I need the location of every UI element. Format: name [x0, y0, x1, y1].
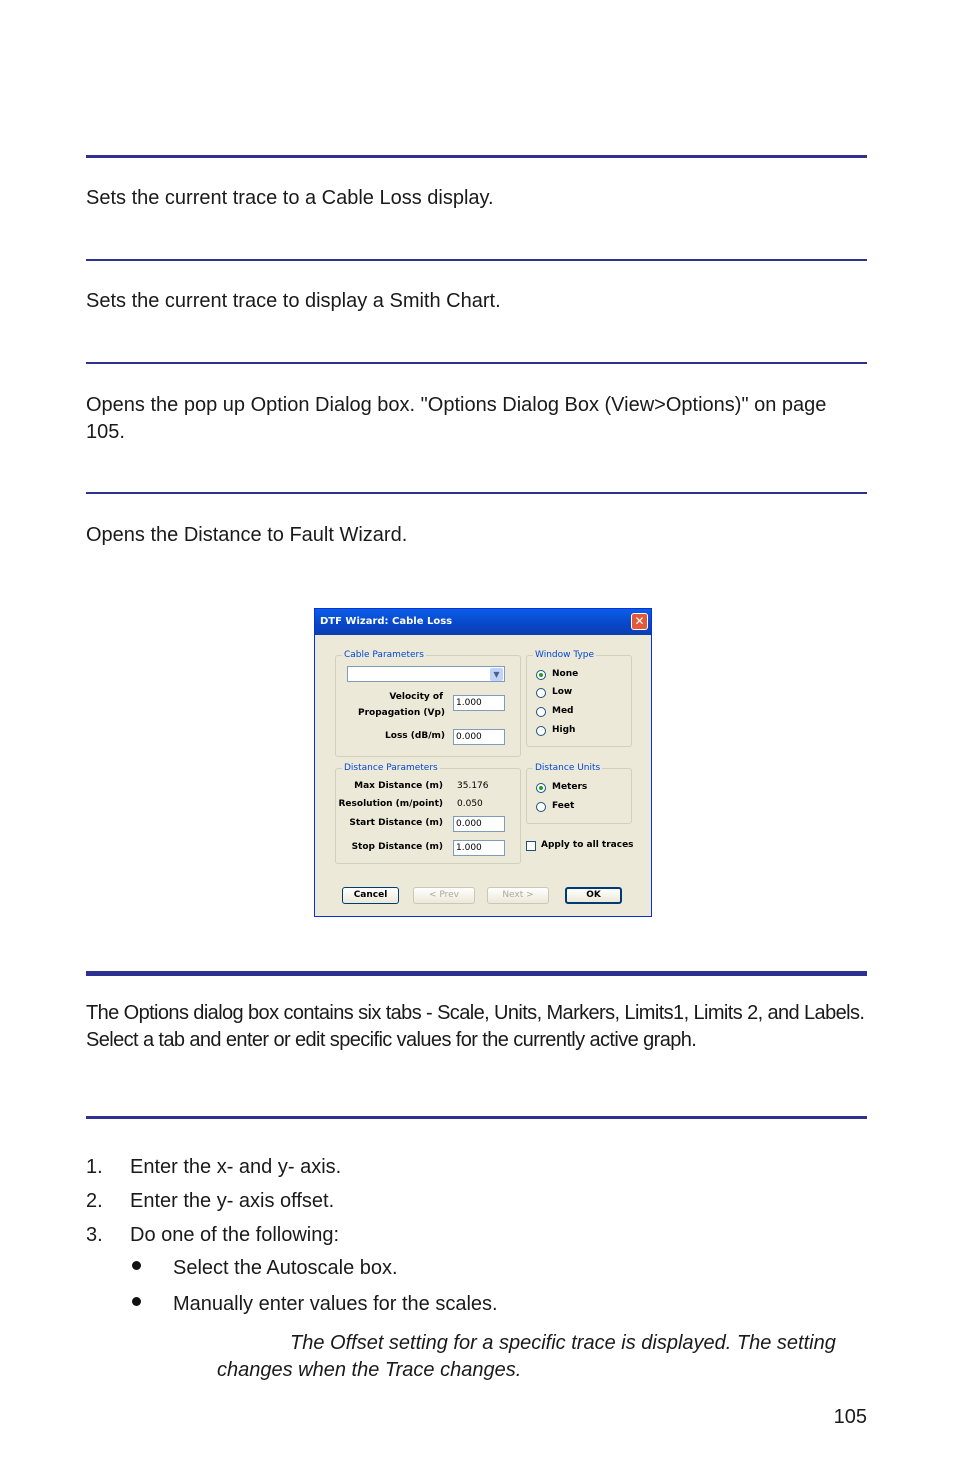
step-number: 2. [86, 1190, 103, 1212]
dtf-wizard-description: Opens the Distance to Fault Wizard. [86, 524, 408, 546]
units-feet-radio[interactable] [536, 802, 546, 812]
section-divider-heavy [86, 971, 867, 976]
distance-parameters-label: Distance Parameters [344, 763, 438, 773]
units-meters-radio[interactable] [536, 783, 546, 793]
section-divider [86, 1116, 867, 1119]
step-text: Do one of the following: [130, 1224, 340, 1246]
step-number: 1. [86, 1156, 103, 1178]
distance-units-label: Distance Units [535, 763, 601, 773]
loss-label: Loss (dB/m) [385, 731, 445, 741]
resolution-label: Resolution (m/point) [338, 799, 443, 809]
section-divider [86, 155, 867, 158]
velocity-label: Velocity of [389, 692, 443, 702]
dialog-title: DTF Wizard: Cable Loss [320, 616, 453, 627]
window-none-radio[interactable] [536, 670, 546, 680]
window-low-radio[interactable] [536, 688, 546, 698]
window-none-label: None [552, 669, 579, 679]
stop-distance-input[interactable]: 1.000 [453, 840, 505, 856]
note-line-2: changes when the Trace changes. [217, 1359, 522, 1381]
units-meters-label: Meters [552, 782, 588, 792]
next-button[interactable]: Next > [487, 887, 549, 904]
dialog-titlebar [315, 609, 651, 635]
cable-parameters-label: Cable Parameters [344, 650, 424, 660]
ok-button[interactable]: OK [565, 887, 622, 904]
window-med-radio[interactable] [536, 707, 546, 717]
start-distance-input[interactable]: 0.000 [453, 816, 505, 832]
max-distance-label: Max Distance (m) [354, 781, 443, 791]
chevron-down-icon[interactable]: ▼ [490, 668, 503, 681]
stop-distance-label: Stop Distance (m) [351, 842, 443, 852]
section-divider [86, 259, 867, 261]
cable-type-combo[interactable] [347, 666, 505, 682]
bullet-icon [132, 1261, 141, 1270]
apply-all-checkbox[interactable] [526, 841, 536, 851]
max-distance-value: 35.176 [457, 781, 489, 791]
page-number: 105 [833, 1406, 867, 1428]
distance-units-group [526, 763, 632, 824]
close-icon[interactable]: ✕ [631, 613, 648, 630]
units-feet-label: Feet [552, 801, 575, 811]
window-high-label: High [552, 725, 576, 735]
apply-all-label: Apply to all traces [541, 840, 634, 850]
smith-chart-description: Sets the current trace to display a Smith Chart. [86, 290, 501, 312]
cancel-button[interactable]: Cancel [342, 887, 399, 904]
bullet-text: Manually enter values for the scales. [173, 1293, 498, 1315]
note-line-1: The Offset setting for a specific trace is displayed. The setting [290, 1332, 836, 1354]
cable-loss-description: Sets the current trace to a Cable Loss display. [86, 187, 494, 209]
start-distance-label: Start Distance (m) [349, 818, 443, 828]
step-number: 3. [86, 1224, 103, 1246]
window-type-label: Window Type [535, 650, 595, 660]
bullet-icon [132, 1297, 141, 1306]
window-med-label: Med [552, 706, 574, 716]
loss-input[interactable]: 0.000 [453, 729, 505, 745]
step-text: Enter the x- and y- axis. [130, 1156, 342, 1178]
options-description: Opens the pop up Option Dialog box. "Options Dialog Box (View>Options)" on page 105. [86, 394, 827, 443]
prev-button[interactable]: < Prev [413, 887, 475, 904]
velocity-label-2: Propagation (Vp) [358, 708, 445, 718]
resolution-value: 0.050 [457, 799, 483, 809]
options-intro: The Options dialog box contains six tabs - Scale, Units, Markers, Limits1, Limits 2, and Labels. Select a tab and enter or edit specific values for the currently active graph. [86, 1002, 865, 1051]
velocity-input[interactable]: 1.000 [453, 695, 505, 711]
section-divider [86, 492, 867, 494]
step-text: Enter the y- axis offset. [130, 1190, 335, 1212]
section-divider [86, 362, 867, 364]
dtf-wizard-dialog [314, 608, 652, 917]
bullet-text: Select the Autoscale box. [173, 1257, 398, 1279]
window-low-label: Low [552, 687, 573, 697]
window-high-radio[interactable] [536, 726, 546, 736]
